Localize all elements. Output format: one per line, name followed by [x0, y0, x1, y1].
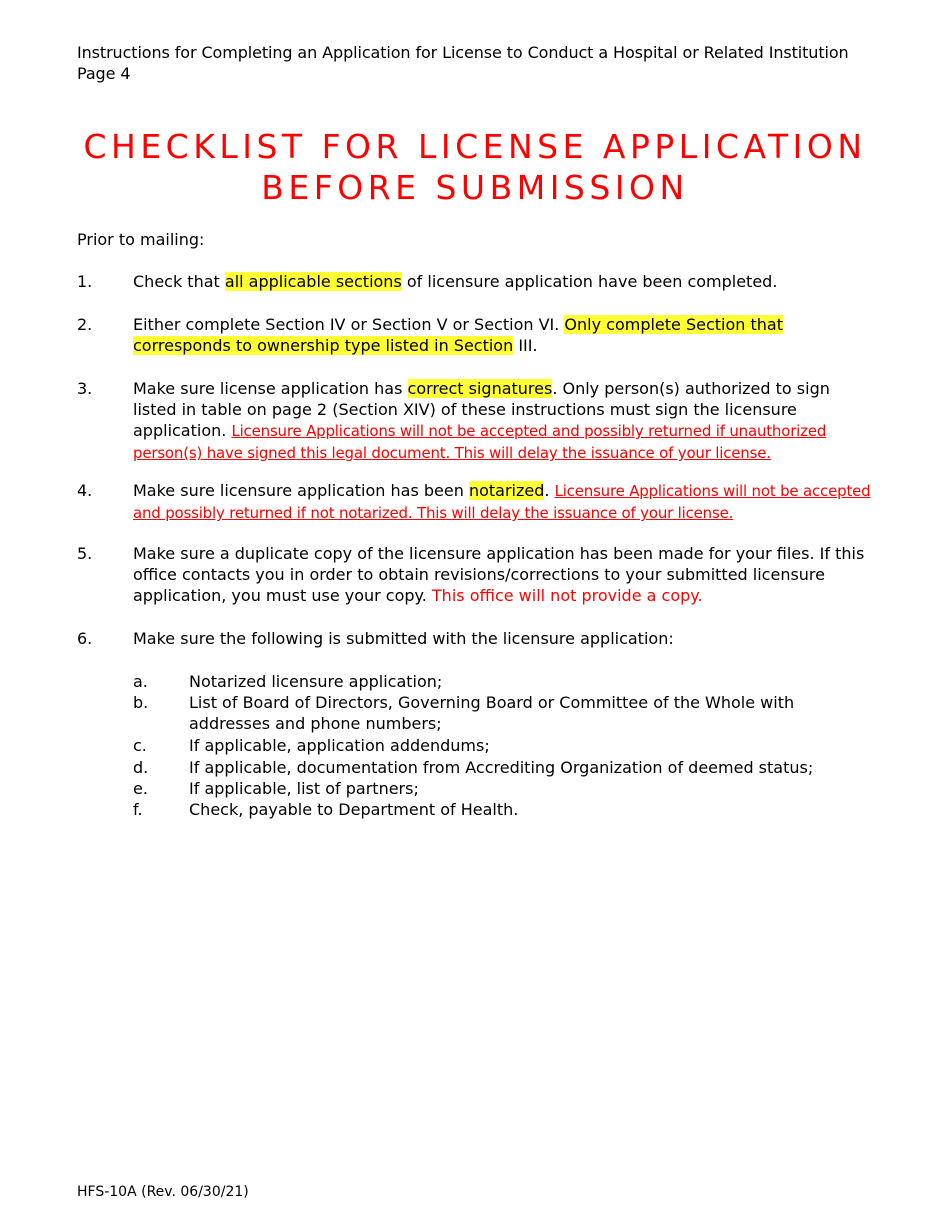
title-line-1: CHECKLIST FOR LICENSE APPLICATION	[83, 127, 867, 166]
item-number: 4.	[77, 481, 93, 500]
item-text-part: Either complete Section IV or Section V or Section VI.	[133, 315, 565, 334]
item-text	[133, 314, 873, 356]
header-page-number: Page 4	[77, 64, 131, 83]
sub-item-letter: b.	[133, 693, 149, 712]
header-title: Instructions for Completing an Application for License to Conduct a Hospital or Related Institution	[77, 43, 849, 62]
warning-text: Licensure Applications will not be accepted and possibly returned if not notarized. This will delay the issuance of your license.	[133, 482, 871, 522]
sub-item-letter: e.	[133, 779, 148, 798]
sub-item-text: If applicable, documentation from Accrediting Organization of deemed status;	[189, 758, 814, 777]
sub-item-letter: f.	[133, 800, 143, 819]
item-number: 5.	[77, 544, 93, 563]
title-line-2: BEFORE SUBMISSION	[261, 168, 689, 207]
warning-text: Licensure Applications will not be accepted and possibly returned if unauthorized person(s) have signed this legal document. This will delay the issuance of your license.	[133, 422, 827, 462]
item-text-part: Make sure the following is submitted with the licensure application:	[133, 629, 674, 648]
checklist-title	[40, 126, 910, 208]
red-note: This office will not provide a copy.	[431, 586, 703, 605]
highlighted-text: notarized	[468, 481, 545, 500]
item-text	[133, 378, 877, 464]
sub-item-letter: c.	[133, 736, 147, 755]
sub-item-text: List of Board of Directors, Governing Board or Committee of the Whole with addresses and phone numbers;	[189, 693, 795, 733]
sub-item-text: Notarized licensure application;	[189, 672, 443, 691]
highlighted-text: Only complete Section that corresponds to ownership type listed in Section	[133, 315, 783, 355]
item-text-part: of licensure application have been completed.	[401, 272, 778, 291]
item-text-part: .	[544, 481, 555, 500]
page-header	[77, 42, 849, 84]
item-text-part: Make sure licensure application has been	[133, 481, 469, 500]
item-number: 2.	[77, 315, 93, 334]
highlighted-text: all applicable sections	[224, 272, 402, 291]
item-number: 3.	[77, 379, 93, 398]
item-number: 1.	[77, 272, 93, 291]
sub-item-text: Check, payable to Department of Health.	[189, 800, 519, 819]
intro-text: Prior to mailing:	[77, 230, 205, 249]
item-text-part: III.	[513, 336, 538, 355]
item-text-part: Check that	[133, 272, 225, 291]
item-text	[133, 480, 877, 524]
sub-item-text: If applicable, application addendums;	[189, 736, 490, 755]
sub-item-text: If applicable, list of partners;	[189, 779, 419, 798]
highlighted-text: correct signatures	[407, 379, 553, 398]
item-text-part: . Only person(s) authorized to sign listed in table on page 2 (Section XIV) of these instructions must sign the licensure application.	[133, 379, 830, 440]
form-revision-footer: HFS-10A (Rev. 06/30/21)	[77, 1184, 249, 1200]
item-text-part: Make sure a duplicate copy of the licensure application has been made for your files. If this office contacts you in order to obtain revisions/corrections to your submitted licensure application, you must use your copy.	[133, 544, 865, 605]
sub-item-letter: d.	[133, 758, 149, 777]
item-text	[133, 543, 877, 606]
item-text-part: Make sure license application has	[133, 379, 408, 398]
item-text	[133, 271, 877, 292]
item-number: 6.	[77, 629, 93, 648]
item-text	[133, 628, 877, 649]
sub-item-letter: a.	[133, 672, 148, 691]
